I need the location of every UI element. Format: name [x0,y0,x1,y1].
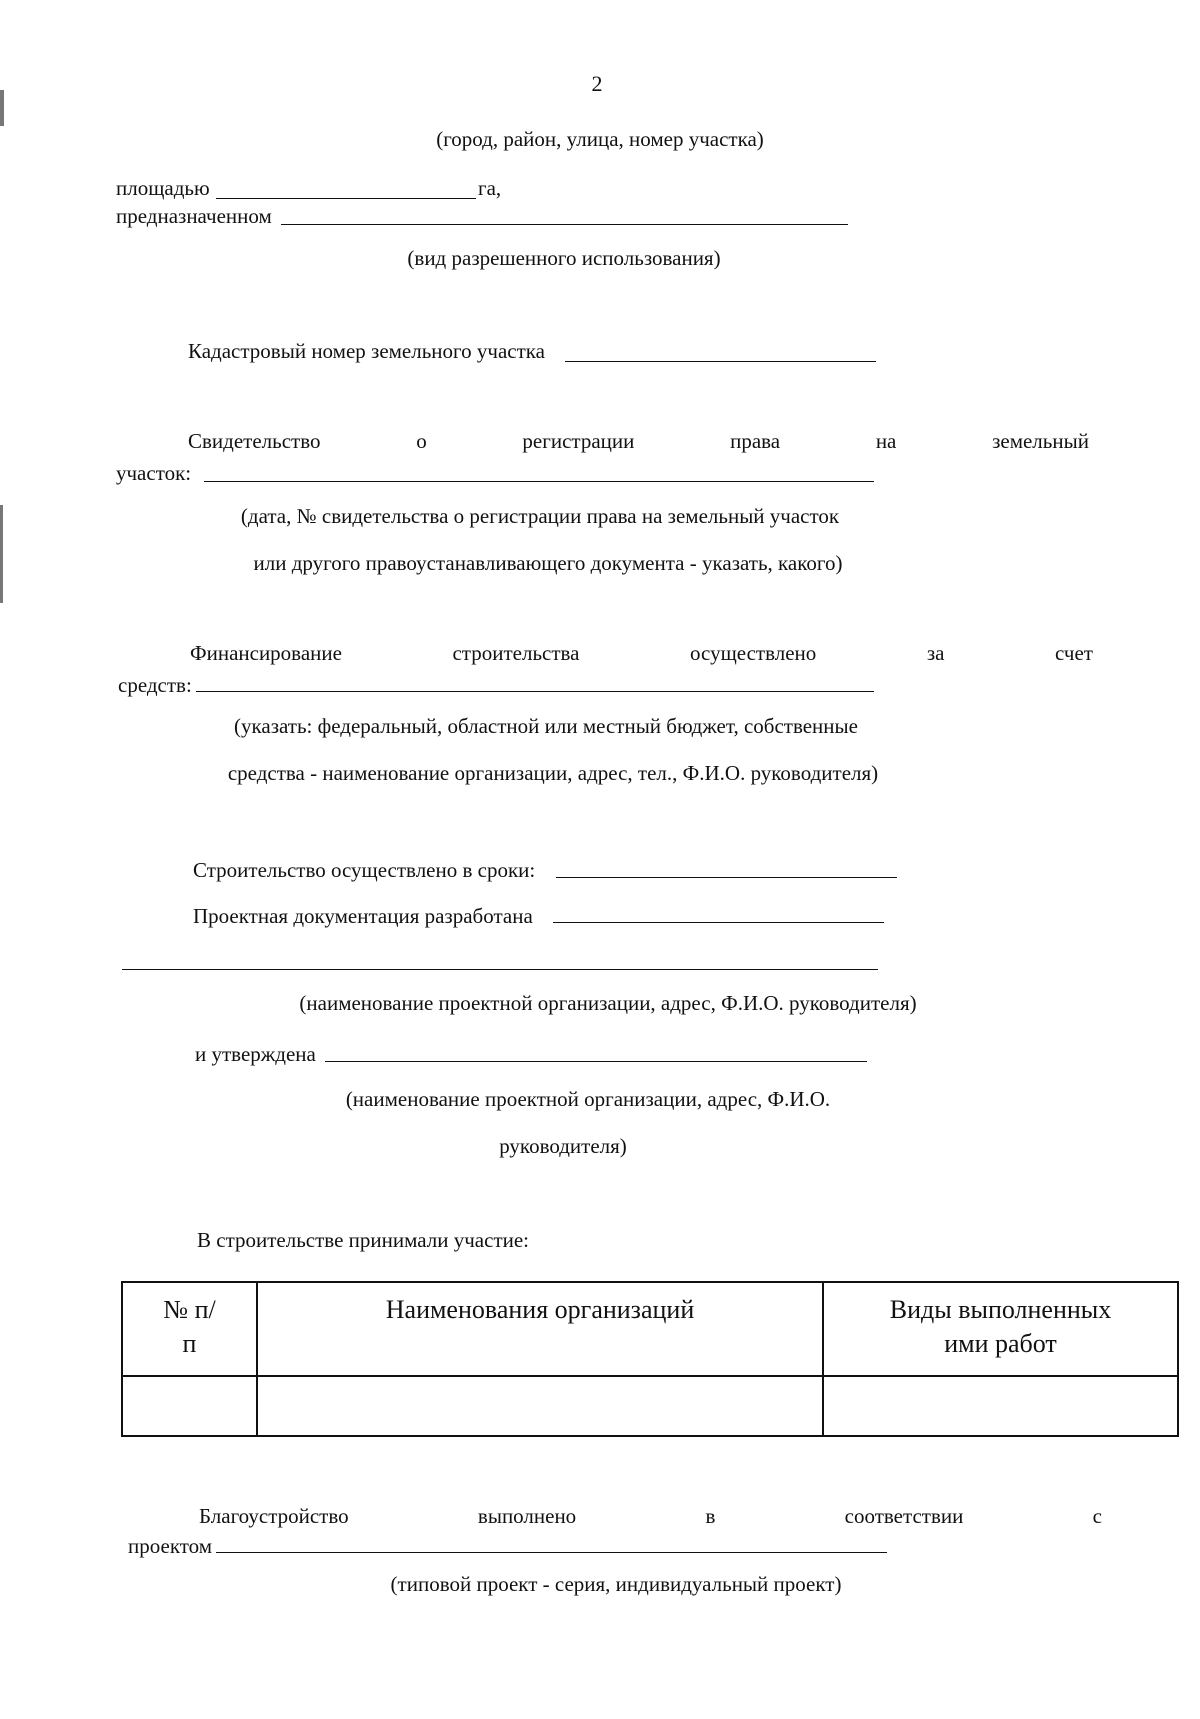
approved-field-line[interactable] [325,1061,867,1062]
column-header-number: № п/п [122,1282,257,1376]
financing-word: Финансирование [190,641,342,665]
certificate-word: права [730,429,781,453]
cadastral-field-line[interactable] [565,361,876,362]
landscaping-word: Благоустройство [199,1504,349,1528]
certificate-label: участок: [116,461,192,485]
table-cell-works[interactable] [823,1376,1178,1436]
approved-label: и утверждена [195,1042,316,1066]
financing-text-line [190,643,1093,664]
financing-hint-1: (указать: федеральный, областной или местный бюджет, собственные [234,714,858,738]
certificate-hint-2: или другого правоустанавливающего документа - указать, какого) [253,551,843,575]
area-field-line[interactable] [216,198,476,199]
certificate-field-line[interactable] [204,481,874,482]
project-docs-field-line-2[interactable] [122,969,878,970]
certificate-word: о [416,429,427,453]
scan-artifact [0,505,3,603]
financing-word: счет [1054,641,1093,665]
participants-table [121,1281,1179,1437]
area-label: площадью [116,176,210,200]
landscaping-word: соответствии [844,1504,964,1528]
table-row [122,1376,1178,1436]
purpose-label: предназначенном [116,204,272,228]
certificate-text-line [188,431,1089,452]
column-header-works: Виды выполненных ими работ [823,1282,1178,1376]
purpose-field-line[interactable] [281,224,848,225]
certificate-word: земельный [992,429,1089,453]
table-header-row [122,1282,1178,1376]
approved-hint-2: руководителя) [499,1134,627,1158]
area-unit: га, [478,176,502,200]
cadastral-label: Кадастровый номер земельного участка [188,339,545,363]
table-cell-number[interactable] [122,1376,257,1436]
table-cell-organization[interactable] [257,1376,823,1436]
approved-hint-1: (наименование проектной организации, адрес, Ф.И.О. [345,1087,831,1111]
landscaping-label: проектом [128,1534,213,1558]
financing-hint-2: средства - наименование организации, адрес, тел., Ф.И.О. руководителя) [227,761,879,785]
certificate-word: регистрации [522,429,635,453]
column-header-organizations: Наименования организаций [257,1282,823,1376]
certificate-hint-1: (дата, № свидетельства о регистрации права на земельный участок [240,504,840,528]
financing-word: строительства [452,641,580,665]
financing-word: осуществлено [690,641,817,665]
scan-artifact [0,90,4,126]
financing-label: средств: [118,673,192,697]
project-docs-field-line[interactable] [553,922,884,923]
participants-label: В строительстве принимали участие: [197,1228,530,1252]
certificate-word: Свидетельство [188,429,321,453]
landscaping-field-line[interactable] [216,1552,887,1553]
project-docs-hint: (наименование проектной организации, адрес, Ф.И.О. руководителя) [299,991,917,1015]
financing-field-line[interactable] [196,691,874,692]
terms-label: Строительство осуществлено в сроки: [193,858,536,882]
purpose-hint: (вид разрешенного использования) [407,246,721,270]
landscaping-text-line [199,1506,1102,1527]
financing-word: за [926,641,945,665]
page-number: 2 [591,71,603,96]
landscaping-word: в [705,1504,716,1528]
project-docs-label: Проектная документация разработана [193,904,533,928]
landscaping-hint: (типовой проект - серия, индивидуальный проект) [390,1572,842,1596]
landscaping-word: с [1092,1504,1102,1528]
address-hint: (город, район, улица, номер участка) [436,127,764,151]
landscaping-word: выполнено [477,1504,577,1528]
terms-field-line[interactable] [556,877,897,878]
certificate-word: на [875,429,897,453]
